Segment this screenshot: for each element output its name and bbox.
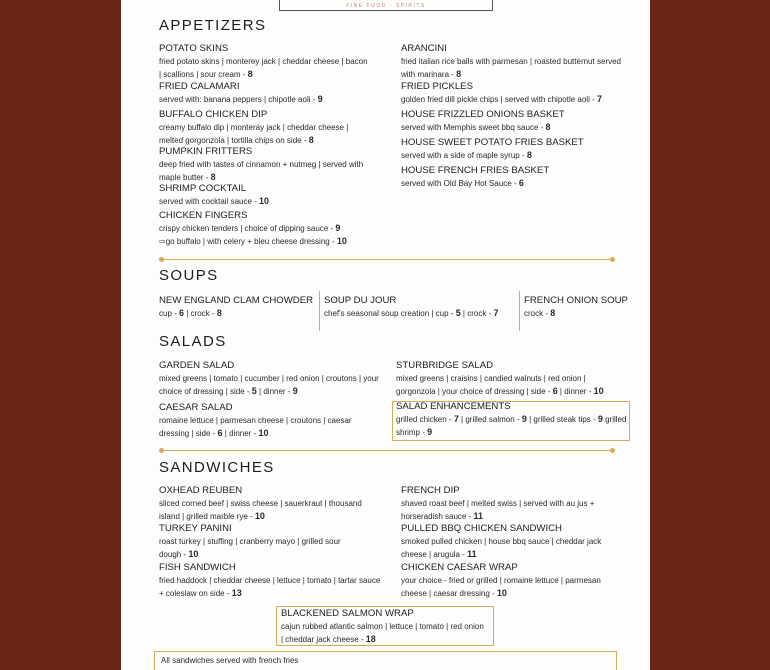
note-text: All sandwiches served with french fries [161, 656, 299, 665]
item-price: 10 [258, 428, 269, 438]
item-description: mixed greens | craisins | candied walnuts | red onion | gorgonzola | your choice of dressing | side - [396, 374, 586, 396]
item-name: HOUSE FRENCH FRIES BASKET [401, 165, 550, 176]
menu-item [159, 145, 371, 184]
item-description: | grilled steak tips - [526, 415, 598, 424]
item-name: CAESAR SALAD [159, 402, 233, 413]
item-price: 9 [317, 94, 323, 104]
item-description: cajun rubbed atlantic salmon | lettuce | tomato | red onion | cheddar jack cheese - [281, 622, 484, 644]
menu-item [401, 484, 617, 523]
menu-item [159, 522, 341, 561]
item-price: 8 [550, 308, 556, 318]
item-description: | dinner - [557, 387, 594, 396]
item-description: deep fried with tastes of cinnamon + nutmeg | served with maple butter - [159, 160, 364, 182]
item-price: 10 [496, 588, 507, 598]
menu-item [159, 401, 373, 440]
item-name: SOUP DU JOUR [324, 295, 397, 306]
item-price: 9 [292, 386, 298, 396]
item-price: 11 [473, 511, 483, 521]
item-price-extra: 10 [336, 236, 347, 246]
item-name: FRENCH ONION SOUP [524, 295, 628, 306]
item-name: HOUSE SWEET POTATO FRIES BASKET [401, 137, 584, 148]
item-description: served with Old Bay Hot Sauce - [401, 179, 519, 188]
item-description: crock - [524, 309, 551, 318]
item-price: 8 [526, 150, 532, 160]
item-price: 9 [427, 427, 433, 437]
item-description: served with cocktail sauce - [159, 197, 260, 206]
item-description: served with Memphis sweet bbq sauce - [401, 123, 546, 132]
item-name: POTATO SKINS [159, 43, 229, 54]
section-divider [161, 259, 613, 260]
menu-item [159, 294, 317, 320]
column-divider [519, 291, 520, 331]
item-price: 9 [521, 414, 527, 424]
item-name: SHRIMP COCKTAIL [159, 183, 247, 194]
item-name: BLACKENED SALMON WRAP [281, 608, 414, 619]
menu-item [159, 42, 371, 81]
section-title-salads: SALADS [159, 333, 227, 350]
item-price: 8 [308, 135, 314, 145]
sandwich-note [161, 654, 601, 667]
menu-item [401, 136, 641, 162]
item-name: BUFFALO CHICKEN DIP [159, 109, 268, 120]
item-price: 9 [335, 223, 341, 233]
item-description: | dinner - [222, 429, 259, 438]
item-name: FRENCH DIP [401, 485, 460, 496]
item-price: 5 [251, 386, 257, 396]
item-price: 10 [259, 196, 270, 206]
item-price: 7 [453, 414, 459, 424]
section-title-appetizers: APPETIZERS [159, 17, 267, 34]
item-description: | crock - [184, 309, 217, 318]
menu-item [401, 108, 641, 134]
item-name: CHICKEN FINGERS [159, 210, 248, 221]
item-description: sliced corned beef | swiss cheese | sauerkraut | thousand island | grilled marble rye - [159, 499, 362, 521]
menu-item [281, 607, 486, 646]
item-price: 8 [247, 69, 253, 79]
item-description: | crock - [460, 309, 494, 318]
item-name: SALAD ENHANCEMENTS [396, 401, 511, 412]
item-price: 11 [467, 549, 477, 559]
item-price: 8 [216, 308, 222, 318]
menu-item [396, 400, 628, 439]
item-price: 10 [593, 386, 604, 396]
item-name: FISH SANDWICH [159, 562, 236, 573]
item-description: crispy chicken tenders | choice of dipping sauce - [159, 224, 336, 233]
item-description: fried potato skins | monterey jack | cheddar cheese | bacon | scallions | sour cream - [159, 57, 368, 79]
item-description: mixed greens | tomato | cucumber | red onion | croutons | your choice of dressing | side - [159, 374, 379, 396]
item-price: 13 [231, 588, 242, 598]
item-description: romaine lettuce | parmesan cheese | croutons | caesar dressing | side - [159, 416, 352, 438]
menu-item [159, 80, 389, 106]
menu-item [159, 108, 373, 147]
item-price: 8 [210, 172, 216, 182]
item-name: FRIED CALAMARI [159, 81, 240, 92]
item-description: | grilled salmon - [458, 415, 522, 424]
item-description: golden fried dill pickle chips | served with chipotle aoli - [401, 95, 597, 104]
item-name: ARANCINI [401, 43, 447, 54]
item-name: GARDEN SALAD [159, 360, 235, 371]
menu-item [159, 209, 399, 248]
menu-item [396, 359, 626, 398]
menu-item [401, 164, 641, 190]
item-description: served with: banana peppers | chipotle aoli - [159, 95, 318, 104]
item-description: | dinner - [256, 387, 293, 396]
item-price: 6 [217, 428, 223, 438]
section-divider [161, 450, 613, 451]
item-price: 8 [456, 69, 462, 79]
logo-tagline: FINE FOOD · SPIRITS [346, 3, 426, 9]
item-description: grilled chicken - [396, 415, 454, 424]
restaurant-logo [279, 0, 493, 11]
item-name: PULLED BBQ CHICKEN SANDWICH [401, 523, 562, 534]
item-name: PUMPKIN FRITTERS [159, 146, 253, 157]
item-price: 6 [179, 308, 185, 318]
column-divider [319, 291, 320, 331]
menu-item [324, 294, 516, 320]
menu-item [401, 80, 641, 106]
item-description: shaved roast beef | melted swiss | served with au jus + horseradish sauce - [401, 499, 595, 521]
item-name: FRIED PICKLES [401, 81, 473, 92]
menu-item [159, 561, 381, 600]
menu-item [401, 522, 627, 561]
item-name: STURBRIDGE SALAD [396, 360, 494, 371]
item-name: OXHEAD REUBEN [159, 485, 243, 496]
item-price: 9 [597, 414, 603, 424]
menu-item [159, 182, 389, 208]
item-description: cup - [159, 309, 180, 318]
menu-item [401, 561, 627, 600]
menu-item [401, 42, 631, 81]
item-price: 10 [188, 549, 199, 559]
item-description: fried italian rice balls with parmesan | roasted butternut served with marinara - [401, 57, 621, 79]
item-price: 18 [365, 634, 376, 644]
item-price: 6 [518, 178, 524, 188]
item-description: chef's seasonal soup creation | cup - [324, 309, 456, 318]
section-title-sandwiches: SANDWICHES [159, 459, 275, 476]
item-name: CHICKEN CAESAR WRAP [401, 562, 518, 573]
menu-item [524, 294, 644, 320]
item-description: smoked pulled chicken | house bbq sauce | cheddar jack cheese | arugula - [401, 537, 602, 559]
item-name: TURKEY PANINI [159, 523, 232, 534]
item-description: roast turkey | stuffing | cranberry mayo | grilled sour dough - [159, 537, 341, 559]
item-price: 8 [545, 122, 551, 132]
item-description: served with a side of maple syrup - [401, 151, 527, 160]
item-price: 7 [493, 308, 499, 318]
section-title-soups: SOUPS [159, 267, 219, 284]
item-description: creamy buffalo dip | monteray jack | cheddar cheese | melted gorgonzola | tortilla chips on side - [159, 123, 349, 145]
item-price: 10 [254, 511, 265, 521]
menu-item [159, 484, 381, 523]
menu-page [121, 0, 650, 670]
item-description: grilled shrimp - [396, 415, 627, 437]
item-price: 6 [552, 386, 558, 396]
item-description-extra: ⇨go buffalo | with celery + bleu cheese dressing - [159, 237, 337, 246]
menu-item [159, 359, 381, 398]
item-description: your choice - fried or grilled | romaine lettuce | parmesan cheese | caesar dressing - [401, 576, 601, 598]
item-description: fried haddock | cheddar cheese | lettuce | tomato | tartar sauce + coleslaw on side - [159, 576, 381, 598]
item-price: 5 [455, 308, 461, 318]
item-name: HOUSE FRIZZLED ONIONS BASKET [401, 109, 565, 120]
item-price: 7 [596, 94, 602, 104]
item-name: NEW ENGLAND CLAM CHOWDER [159, 295, 314, 306]
